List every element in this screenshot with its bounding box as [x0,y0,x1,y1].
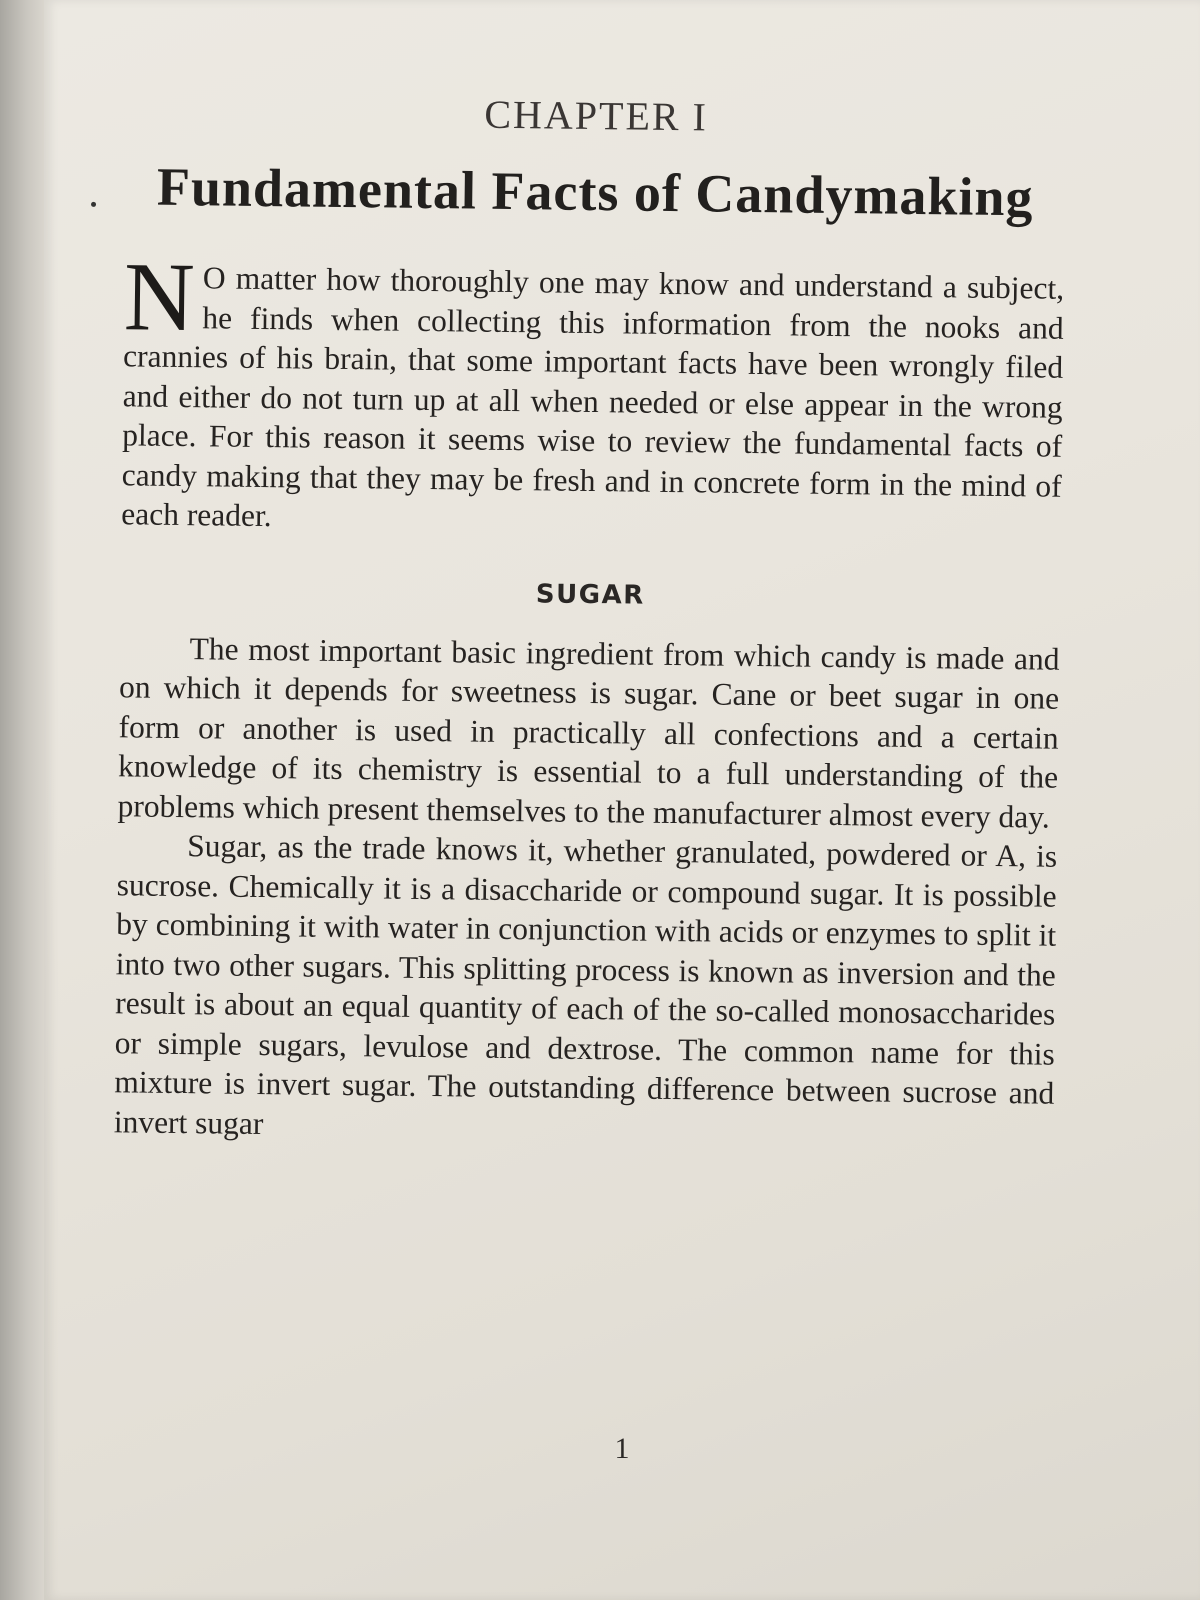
chapter-label: CHAPTER I [484,91,709,140]
book-page [44,0,1200,1600]
stray-mark [91,202,96,207]
section-heading: SUGAR [535,578,645,611]
page-content [114,86,1067,1152]
chapter-title: Fundamental Facts of Candymaking [156,156,1034,228]
intro-paragraph [121,243,1065,545]
body-paragraph: Sugar, as the trade knows it, whether granulated, powdered or A, is sucrose. Chemically it is a disaccharide or compound sugar. It is possible by combining it with water in conjunction with acids or enzymes to split it into two other sugars. This splitting process is known as inversion and the result is about an equal quantity of each of the so-called monosaccharides or simple sugars, levulose and dextrose. The common name for this mixture is invert sugar. The outstanding difference between sucrose and invert sugar [113,828,1058,1141]
book-spine-shadow [0,0,48,1600]
intro-text: matter how thoroughly one may know and understand a subject, he finds when collecting this information from the nooks and crannies of his brain, that some important facts have been wrongly filed and either do not turn up at all when needed or else appear in the wrong place. For this reason it seems wise to review the fundamental facts of candy making that they may be fresh and in concrete form in the mind of each reader. [121,260,1065,534]
body-paragraph: The most important basic ingredient from which candy is made and on which it depends for sweetness is sugar. Cane or beet sugar in one form or another is used in practically all confections and a certain knowledge of its chemistry is essential to a full understanding of the problems which present themselves to the manufacturer almost every day. [117,630,1060,835]
page-number: 1 [614,1432,630,1465]
drop-cap: N [123,243,196,353]
intro-first-letters: O [202,260,226,296]
